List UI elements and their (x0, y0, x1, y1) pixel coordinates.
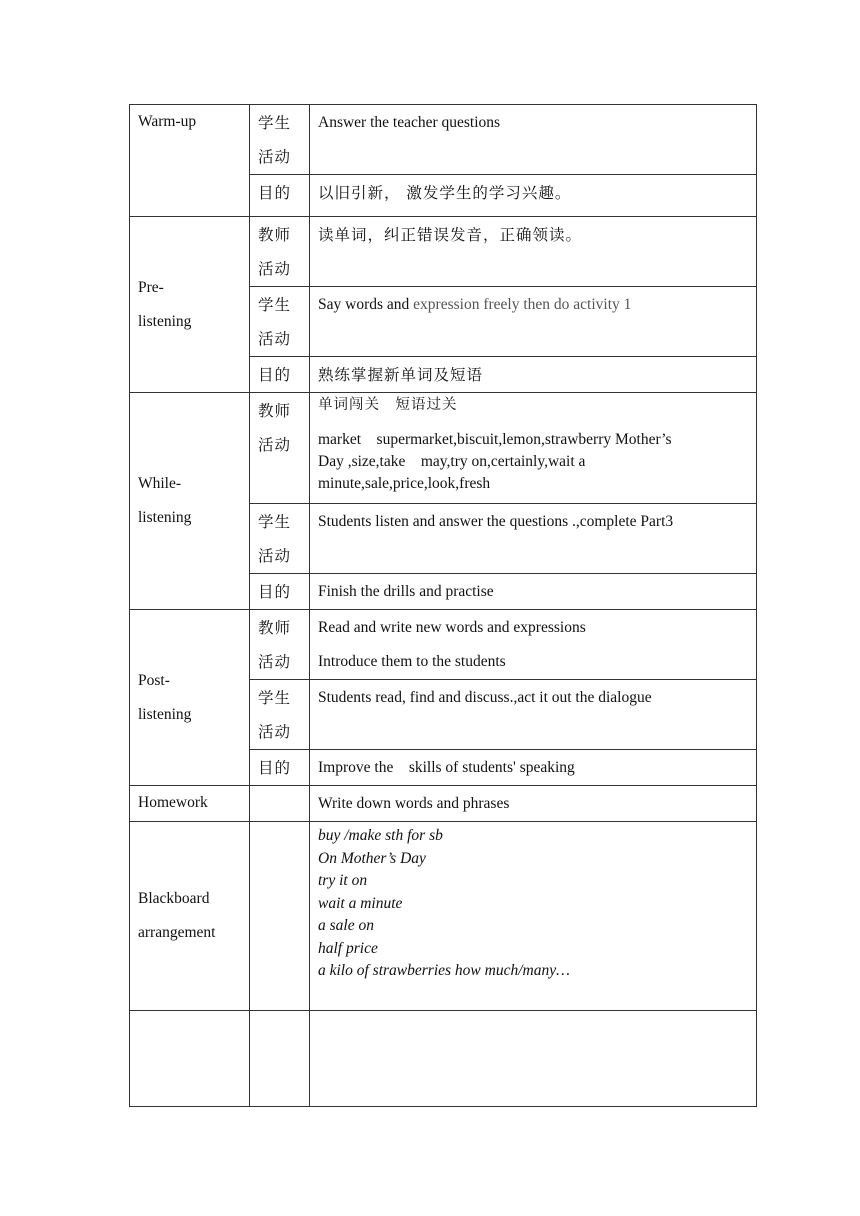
label-line: 学生 (258, 296, 292, 314)
stage-while-listening (130, 393, 250, 610)
empty-cell (130, 1011, 250, 1107)
label-line: 学生 (258, 689, 292, 707)
while-teacher-text (310, 393, 757, 504)
cell-text: 熟练掌握新单词及短语 (318, 366, 484, 384)
label-line: 活动 (258, 260, 292, 278)
post-purpose-text (310, 750, 757, 786)
cell-text: Improve the skills of students' speaking (318, 759, 575, 776)
label-teacher-activity (250, 217, 310, 287)
empty-cell (250, 1011, 310, 1107)
label-line: 学生 (258, 114, 292, 132)
label-line: 目的 (258, 583, 292, 601)
label-line: 活动 (258, 330, 292, 348)
stage-label: Homework (138, 794, 208, 811)
label-line: 活动 (258, 547, 292, 565)
stage-label: Blackboard (138, 890, 210, 907)
stage-label: Pre- (138, 278, 164, 296)
stage-pre-listening (130, 217, 250, 393)
stage-label: listening (138, 509, 192, 526)
label-line: 教师 (258, 226, 292, 244)
label-purpose (250, 175, 310, 217)
stage-label: arrangement (138, 924, 216, 941)
label-line: 教师 (258, 619, 292, 637)
lesson-plan-table (129, 104, 757, 1107)
stage-post-listening (130, 610, 250, 786)
blackboard-line: a kilo of strawberries how much/many… (318, 962, 570, 979)
empty-cell (250, 786, 310, 822)
cell-text: Day ,size,take may,try on,certainly,wait a (318, 453, 586, 470)
stage-label: Post- (138, 671, 170, 689)
blackboard-line: wait a minute (318, 894, 403, 912)
cell-text: market supermarket,biscuit,lemon,strawberry Mother’s (318, 431, 672, 448)
label-student-activity (250, 287, 310, 357)
label-purpose (250, 750, 310, 786)
label-line: 目的 (258, 366, 292, 384)
blackboard-line: try it on (318, 872, 368, 889)
blackboard-line: On Mother’s Day (318, 849, 426, 867)
post-student-text (310, 680, 757, 750)
empty-cell (250, 822, 310, 1011)
cell-text: Answer the teacher questions (318, 114, 501, 131)
warmup-purpose-text (310, 175, 757, 217)
post-teacher-text (310, 610, 757, 680)
label-student-activity (250, 680, 310, 750)
label-student-activity (250, 504, 310, 574)
label-line: 活动 (258, 436, 292, 454)
cell-text: 读单词，纠正错误发音，正确领读。 (318, 226, 583, 244)
homework-text (310, 786, 757, 822)
pre-purpose-text (310, 357, 757, 393)
cell-text: 以旧引新， 激发学生的学习兴趣。 (318, 184, 572, 202)
blackboard-line: half price (318, 939, 378, 957)
cell-text: Write down words and phrases (318, 795, 510, 812)
stage-blackboard (130, 822, 250, 1011)
while-purpose-text (310, 574, 757, 610)
cell-text: Finish the drills and practise (318, 583, 494, 600)
pre-teacher-text (310, 217, 757, 287)
label-line: 活动 (258, 148, 292, 166)
cell-text: Introduce them to the students (318, 653, 506, 670)
cell-text: Students listen and answer the questions .,complete Part3 (318, 513, 674, 530)
label-student-activity (250, 105, 310, 175)
label-teacher-activity (250, 610, 310, 680)
stage-label: While- (138, 475, 182, 492)
blackboard-line: a sale on (318, 917, 374, 934)
label-purpose (250, 574, 310, 610)
stage-warmup (130, 105, 250, 217)
cell-text: Read and write new words and expressions (318, 619, 586, 636)
label-line: 活动 (258, 653, 292, 671)
cell-text-grey: expression freely then do activity 1 (413, 296, 632, 313)
stage-label: listening (138, 705, 192, 723)
stage-label: listening (138, 312, 192, 330)
label-line: 目的 (258, 184, 292, 202)
label-line: 学生 (258, 513, 292, 531)
blackboard-line: buy /make sth for sb (318, 827, 443, 844)
warmup-student-text (310, 105, 757, 175)
cell-text: Say words and (318, 296, 414, 313)
blackboard-text (310, 822, 757, 1011)
stage-label: Warm-up (138, 113, 197, 130)
label-teacher-activity (250, 393, 310, 504)
while-student-text (310, 504, 757, 574)
cell-text: minute,sale,price,look,fresh (318, 475, 491, 492)
label-line: 教师 (258, 402, 292, 420)
label-line: 活动 (258, 723, 292, 741)
label-purpose (250, 357, 310, 393)
empty-cell (310, 1011, 757, 1107)
stage-homework (130, 786, 250, 822)
cell-text: 单词闯关 短语过关 (318, 397, 458, 413)
pre-student-text (310, 287, 757, 357)
cell-text: Students read, find and discuss.,act it out the dialogue (318, 689, 652, 706)
label-line: 目的 (258, 759, 292, 777)
